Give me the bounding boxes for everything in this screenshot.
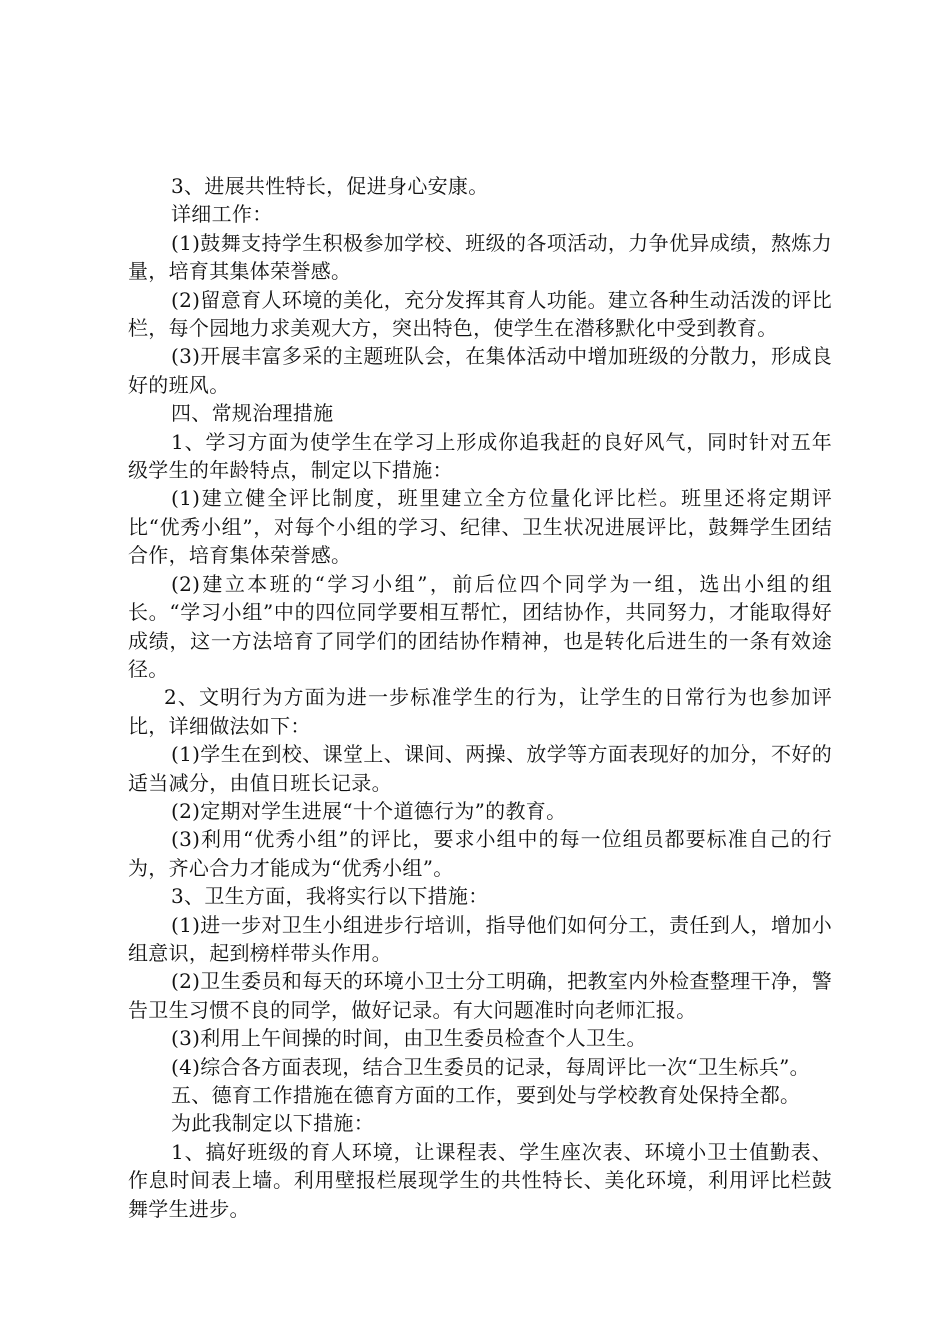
paragraph-18: (4)综合各方面表现，结合卫生委员的记录，每周评比一次“卫生标兵”。 <box>171 1054 810 1079</box>
paragraph-14: 3、卫生方面，我将实行以下措施： <box>171 884 489 909</box>
paragraph-4: (2)留意育人环境的美化，充分发挥其育人功能。建立各种生动活泼的评比栏，每个园地力求美观大方，突出特色，使学生在潜移默化中受到教育。 <box>128 287 832 341</box>
paragraph-16: (2)卫生委员和每天的环境小卫士分工明确，把教室内外检查整理干净，警告卫生习惯不良的同学，做好记录。有大问题准时向老师汇报。 <box>128 969 832 1022</box>
paragraph-11: (1)学生在到校、课堂上、课间、两操、放学等方面表现好的加分，不好的适当减分，由值日班长记录。 <box>128 742 832 795</box>
paragraph-17: (3)利用上午间操的时间，由卫生委员检查个人卫生。 <box>171 1026 647 1051</box>
paragraph-8: (1)建立健全评比制度，班里建立全方位量化评比栏。班里还将定期评比“优秀小组”，对每个小组的学习、纪律、卫生状况进展评比，鼓舞学生团结合作，培育集体荣誉感。 <box>128 486 832 568</box>
section-heading-5: 五、德育工作措施在德育方面的工作，要到处与学校教育处保持全都。 <box>171 1083 801 1107</box>
paragraph-2: 详细工作： <box>171 202 273 227</box>
paragraph-15: (1)进一步对卫生小组进步行培训，指导他们如何分工，责任到人，增加小组意识，起到榜样带头作用。 <box>128 912 832 965</box>
paragraph-21: 1、搞好班级的育人环境，让课程表、学生座次表、环境小卫士值勤表、作息时间表上墙。利用壁报栏展现学生的共性特长、美化环境，利用评比栏鼓舞学生进步。 <box>128 1139 832 1221</box>
paragraph-5: (3)开展丰富多采的主题班队会，在集体活动中增加班级的分散力，形成良好的班风。 <box>128 344 832 397</box>
paragraph-10: 2、文明行为方面为进一步标准学生的行为，让学生的日常行为也参加评比，详细做法如下： <box>128 685 832 738</box>
paragraph-1: 3、进展共性特长，促进身心安康。 <box>171 174 489 198</box>
paragraph-13: (3)利用“优秀小组”的评比，要求小组中的每一位组员都要标准自己的行为，齐心合力才能成为“优秀小组”。 <box>128 827 832 880</box>
paragraph-9: (2)建立本班的“学习小组”，前后位四个同学为一组，选出小组的组长。“学习小组”中的四位同学要相互帮忙，团结协作，共同努力，才能取得好成绩，这一方法培育了同学们的团结协作精神，也是转化后进生的一条有效途径。 <box>128 571 832 681</box>
paragraph-3: (1)鼓舞支持学生积极参加学校、班级的各项活动，力争优异成绩，熬炼力量，培育其集体荣誉感。 <box>128 230 832 284</box>
section-heading-4: 四、常规治理措施 <box>171 401 334 426</box>
document-body <box>128 172 832 1223</box>
paragraph-7: 1、学习方面为使学生在学习上形成你追我赶的良好风气，同时针对五年级学生的年龄特点，制定以下措施： <box>128 429 832 483</box>
paragraph-20: 为此我制定以下措施： <box>171 1111 374 1136</box>
paragraph-12: (2)定期对学生进展“十个道德行为”的教育。 <box>171 798 567 823</box>
